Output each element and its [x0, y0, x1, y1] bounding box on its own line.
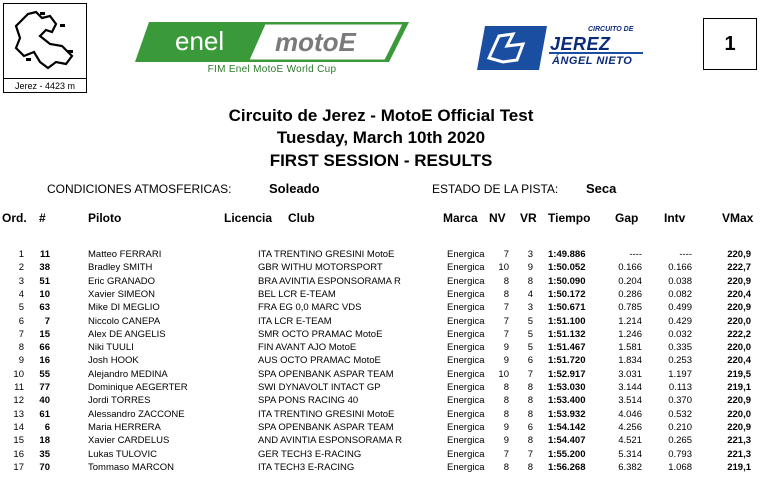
cell-vr: 6: [527, 421, 533, 433]
cell-nv: 10: [498, 368, 509, 380]
cell-piloto: Maria HERRERA: [88, 421, 161, 433]
cell-ord: 8: [18, 342, 24, 354]
motoe-logo-word: motoE: [275, 27, 356, 57]
cell-num: 40: [39, 395, 50, 407]
cell-club: AUS OCTO PRAMAC MotoE: [258, 355, 381, 367]
weather-label: CONDICIONES ATMOSFERICAS:: [47, 182, 232, 196]
cell-intv: 0.499: [668, 302, 692, 314]
cell-tiempo: 1:50.090: [548, 275, 586, 287]
cell-num: 18: [39, 435, 50, 447]
track-state-value: Seca: [586, 181, 617, 196]
cell-ord: 13: [13, 408, 24, 420]
cell-vmax: 221,3: [727, 448, 751, 460]
cell-num: 55: [39, 368, 50, 380]
cell-tiempo: 1:55.200: [548, 448, 586, 460]
track-length-label: Jerez - 4423 m: [4, 78, 86, 91]
cell-marca: Energica: [447, 302, 485, 314]
cell-piloto: Alejandro MEDINA: [88, 368, 168, 380]
cell-marca: Energica: [447, 315, 485, 327]
cell-num: 7: [44, 315, 50, 327]
cell-ord: 5: [18, 302, 24, 314]
table-row: [0, 276, 762, 288]
cell-piloto: Niccolo CANEPA: [88, 315, 161, 327]
cell-vr: 5: [527, 328, 533, 340]
header-num: #: [39, 211, 46, 225]
cell-tiempo: 1:49.886: [548, 249, 586, 260]
cell-tiempo: 1:51.132: [548, 328, 586, 340]
jerez-logo-main-text: JEREZ: [550, 34, 611, 54]
cell-ord: 11: [14, 382, 24, 393]
cell-vr: 4: [527, 288, 533, 300]
cell-intv: 0.253: [668, 355, 692, 367]
cell-piloto: Alex DE ANGELIS: [88, 328, 166, 340]
cell-intv: 0.082: [668, 288, 692, 300]
cell-ord: 16: [13, 448, 24, 460]
cell-tiempo: 1:54.407: [548, 435, 586, 447]
header-club: Club: [288, 211, 315, 225]
table-row: [0, 329, 762, 341]
cell-intv: 0.532: [668, 408, 692, 420]
cell-gap: 0.785: [618, 302, 642, 314]
track-map-box: [3, 3, 87, 93]
cell-intv: 0.335: [668, 342, 692, 354]
cell-gap: 3.144: [618, 382, 642, 393]
cell-tiempo: 1:51.100: [548, 315, 586, 327]
cell-piloto: Matteo FERRARI: [88, 249, 162, 260]
cell-club: SPA OPENBANK ASPAR TEAM: [258, 368, 394, 380]
cell-vmax: 220,4: [727, 288, 751, 300]
cell-piloto: Josh HOOK: [88, 355, 139, 367]
table-row: [0, 289, 762, 301]
cell-piloto: Bradley SMITH: [88, 262, 153, 274]
cell-marca: Energica: [447, 421, 485, 433]
cell-intv: 0.038: [668, 275, 692, 287]
cell-vr: 9: [527, 262, 533, 274]
cell-marca: Energica: [447, 448, 485, 460]
cell-num: 66: [39, 342, 50, 354]
cell-vmax: 219,1: [727, 382, 751, 393]
header-licencia: Licencia: [224, 211, 273, 225]
cell-tiempo: 1:56.268: [548, 461, 586, 473]
cell-ord: 2: [18, 262, 24, 274]
cell-ord: 7: [18, 328, 24, 340]
cell-intv: 0.370: [668, 395, 692, 407]
cell-marca: Energica: [447, 342, 485, 354]
cell-vr: 3: [527, 302, 533, 314]
cell-nv: 8: [503, 288, 509, 300]
cell-nv: 8: [503, 275, 509, 287]
cell-marca: Energica: [447, 355, 485, 367]
cell-vmax: 220,9: [727, 275, 751, 287]
table-row: [0, 435, 762, 447]
cell-tiempo: 1:54.142: [548, 421, 586, 433]
cell-nv: 9: [503, 342, 509, 354]
title-line-2: Tuesday, March 10th 2020: [276, 128, 486, 147]
cell-ord: 4: [18, 288, 24, 300]
table-row: [0, 395, 762, 407]
table-row: [0, 316, 762, 328]
cell-nv: 8: [503, 408, 509, 420]
cell-ord: 14: [13, 421, 24, 433]
cell-vmax: 222,2: [727, 328, 751, 340]
page-number: 1: [703, 18, 757, 70]
cell-club: BEL LCR E-TEAM: [258, 288, 336, 300]
cell-nv: 8: [503, 461, 509, 473]
cell-nv: 10: [498, 262, 509, 274]
cell-vr: 7: [527, 448, 533, 460]
cell-club: ITA LCR E-TEAM: [258, 315, 332, 327]
cell-num: 11: [39, 249, 50, 260]
table-row: [0, 422, 762, 434]
cell-num: 63: [39, 302, 50, 314]
cell-tiempo: 1:53.400: [548, 395, 586, 407]
table-row: [0, 302, 762, 314]
cell-club: ITA TECH3 E-RACING: [258, 461, 355, 473]
cell-vmax: 220,0: [727, 408, 751, 420]
cell-tiempo: 1:53.030: [548, 382, 586, 393]
cell-gap: ----: [629, 249, 642, 260]
cell-nv: 9: [503, 355, 509, 367]
cell-gap: 4.256: [618, 421, 642, 433]
cell-piloto: Dominique AEGERTER: [88, 382, 188, 393]
cell-club: BRA AVINTIA ESPONSORAMA R: [258, 275, 401, 287]
cell-nv: 7: [503, 249, 509, 260]
cell-marca: Energica: [447, 461, 485, 473]
cell-gap: 1.834: [618, 355, 642, 367]
header-tiempo: Tiempo: [548, 211, 591, 225]
cell-club: SMR OCTO PRAMAC MotoE: [258, 328, 383, 340]
cell-num: 10: [39, 288, 50, 300]
cell-vr: 8: [527, 382, 533, 393]
header-marca: Marca: [443, 211, 478, 225]
cell-num: 77: [39, 382, 50, 393]
cell-marca: Energica: [447, 408, 485, 420]
cell-intv: 0.210: [668, 421, 692, 433]
cell-club: FIN AVANT AJO MotoE: [258, 342, 357, 354]
cell-intv: 0.793: [668, 448, 692, 460]
title-line-1: Circuito de Jerez - MotoE Official Test: [228, 106, 534, 125]
cell-nv: 7: [503, 328, 509, 340]
cell-ord: 10: [13, 368, 24, 380]
cell-marca: Energica: [447, 395, 485, 407]
cell-piloto: Eric GRANADO: [88, 275, 156, 287]
cell-vmax: 222,7: [727, 262, 751, 274]
cell-marca: Energica: [447, 275, 485, 287]
cell-piloto: Jordi TORRES: [88, 395, 151, 407]
table-row: [0, 369, 762, 381]
cell-ord: 9: [18, 355, 24, 367]
cell-intv: 0.265: [668, 435, 692, 447]
cell-vmax: 220,0: [727, 315, 751, 327]
enel-logo-word: enel: [175, 26, 225, 56]
cell-club: FRA EG 0,0 MARC VDS: [258, 302, 362, 314]
cell-vmax: 221,3: [727, 435, 751, 447]
cell-vr: 8: [527, 275, 533, 287]
cell-club: GBR WITHU MOTORSPORT: [258, 262, 383, 274]
cell-marca: Energica: [447, 435, 485, 447]
cell-gap: 0.204: [618, 275, 642, 287]
cell-tiempo: 1:50.172: [548, 288, 586, 300]
cell-vmax: 220,9: [727, 302, 751, 314]
track-state-label: ESTADO DE LA PISTA:: [432, 182, 559, 196]
cell-gap: 0.286: [618, 288, 642, 300]
cell-piloto: Xavier SIMEON: [88, 288, 156, 300]
cell-vr: 8: [527, 395, 533, 407]
weather-value: Soleado: [269, 181, 320, 196]
cell-num: 35: [39, 448, 50, 460]
header-nv: NV: [489, 211, 506, 225]
cell-nv: 7: [503, 315, 509, 327]
cell-gap: 6.382: [618, 461, 642, 473]
jerez-logo-top-text: CIRCUITO DE: [588, 26, 634, 33]
cell-piloto: Tommaso MARCON: [88, 461, 175, 473]
table-row: [0, 249, 762, 261]
cell-tiempo: 1:50.671: [548, 302, 586, 314]
table-row: [0, 382, 762, 394]
cell-vmax: 220,9: [727, 249, 751, 260]
cell-vr: 5: [527, 342, 533, 354]
cell-vmax: 220,9: [727, 421, 751, 433]
table-row: [0, 449, 762, 461]
cell-vr: 5: [527, 315, 533, 327]
header-vmax: VMax: [722, 211, 754, 225]
enel-motoe-logo: [135, 18, 409, 62]
cell-intv: 1.197: [668, 368, 692, 380]
cell-marca: Energica: [447, 249, 485, 260]
cell-vr: 7: [527, 368, 533, 380]
cell-intv: 0.032: [668, 328, 692, 340]
title-line-3: FIRST SESSION - RESULTS: [269, 151, 493, 170]
cell-gap: 1.581: [618, 342, 642, 354]
cell-piloto: Lukas TULOVIC: [88, 448, 157, 460]
cell-marca: Energica: [447, 368, 485, 380]
cell-ord: 3: [18, 275, 24, 287]
cell-intv: 0.429: [668, 315, 692, 327]
cell-nv: 8: [503, 382, 509, 393]
cell-piloto: Xavier CARDELUS: [88, 435, 170, 447]
cell-club: SPA OPENBANK ASPAR TEAM: [258, 421, 394, 433]
cell-vmax: 220,9: [727, 395, 751, 407]
header-vr: VR: [520, 211, 537, 225]
cell-vmax: 219,5: [727, 368, 751, 380]
cell-gap: 3.514: [618, 395, 642, 407]
cell-nv: 8: [503, 395, 509, 407]
cell-vmax: 220,4: [727, 355, 751, 367]
cell-gap: 3.031: [618, 368, 642, 380]
cell-intv: 1.068: [668, 461, 692, 473]
cell-marca: Energica: [447, 262, 485, 274]
cell-club: ITA TRENTINO GRESINI MotoE: [258, 249, 395, 260]
cell-club: AND AVINTIA ESPONSORAMA R: [258, 435, 402, 447]
cell-nv: 7: [503, 302, 509, 314]
enel-logo-subtitle: FIM Enel MotoE World Cup: [207, 64, 337, 75]
cell-vmax: 220,0: [727, 342, 751, 354]
cell-intv: 0.166: [668, 262, 692, 274]
cell-ord: 1: [18, 249, 24, 260]
cell-gap: 0.166: [618, 262, 642, 274]
cell-gap: 4.046: [618, 408, 642, 420]
cell-vr: 6: [527, 355, 533, 367]
header-gap: Gap: [615, 211, 639, 225]
cell-nv: 9: [503, 421, 509, 433]
cell-tiempo: 1:51.720: [548, 355, 586, 367]
cell-ord: 17: [13, 461, 24, 473]
header-ord: Ord.: [2, 211, 27, 225]
cell-gap: 1.246: [618, 328, 642, 340]
track-map-icon: [6, 6, 86, 76]
table-row: [0, 462, 762, 474]
table-row: [0, 262, 762, 274]
cell-marca: Energica: [447, 328, 485, 340]
cell-tiempo: 1:52.917: [548, 368, 586, 380]
cell-vr: 8: [527, 408, 533, 420]
table-row: [0, 409, 762, 421]
cell-vr: 3: [527, 249, 533, 260]
jerez-logo-sub-text: ÁNGEL NIETO: [552, 55, 633, 67]
cell-ord: 12: [13, 395, 24, 407]
cell-num: 51: [39, 275, 50, 287]
cell-tiempo: 1:50.052: [548, 262, 586, 274]
cell-tiempo: 1:51.467: [548, 342, 586, 354]
cell-club: SWI DYNAVOLT INTACT GP: [258, 382, 381, 393]
cell-num: 6: [44, 421, 50, 433]
table-row: [0, 355, 762, 367]
cell-intv: ----: [679, 249, 692, 260]
table-row: [0, 342, 762, 354]
cell-piloto: Niki TUULI: [88, 342, 134, 354]
cell-piloto: Alessandro ZACCONE: [88, 408, 185, 420]
cell-num: 38: [39, 262, 50, 274]
cell-gap: 5.314: [618, 448, 642, 460]
cell-marca: Energica: [447, 288, 485, 300]
cell-gap: 4.521: [618, 435, 642, 447]
cell-nv: 9: [503, 435, 509, 447]
cell-num: 61: [39, 408, 50, 420]
cell-ord: 6: [18, 315, 24, 327]
cell-intv: 0.113: [668, 382, 692, 393]
cell-num: 70: [39, 461, 50, 473]
cell-vmax: 219,1: [727, 461, 751, 473]
cell-club: GER TECH3 E-RACING: [258, 448, 362, 460]
cell-nv: 7: [503, 448, 509, 460]
cell-club: ITA TRENTINO GRESINI MotoE: [258, 408, 395, 420]
cell-tiempo: 1:53.932: [548, 408, 586, 420]
header-intv: Intv: [664, 211, 686, 225]
header-piloto: Piloto: [88, 211, 122, 225]
cell-num: 15: [39, 328, 50, 340]
cell-vr: 8: [527, 435, 533, 447]
cell-marca: Energica: [447, 382, 485, 393]
cell-gap: 1.214: [618, 315, 642, 327]
cell-ord: 15: [13, 435, 24, 447]
cell-piloto: Mike DI MEGLIO: [88, 302, 160, 314]
cell-num: 16: [39, 355, 50, 367]
cell-vr: 8: [527, 461, 533, 473]
cell-club: SPA PONS RACING 40: [258, 395, 359, 407]
